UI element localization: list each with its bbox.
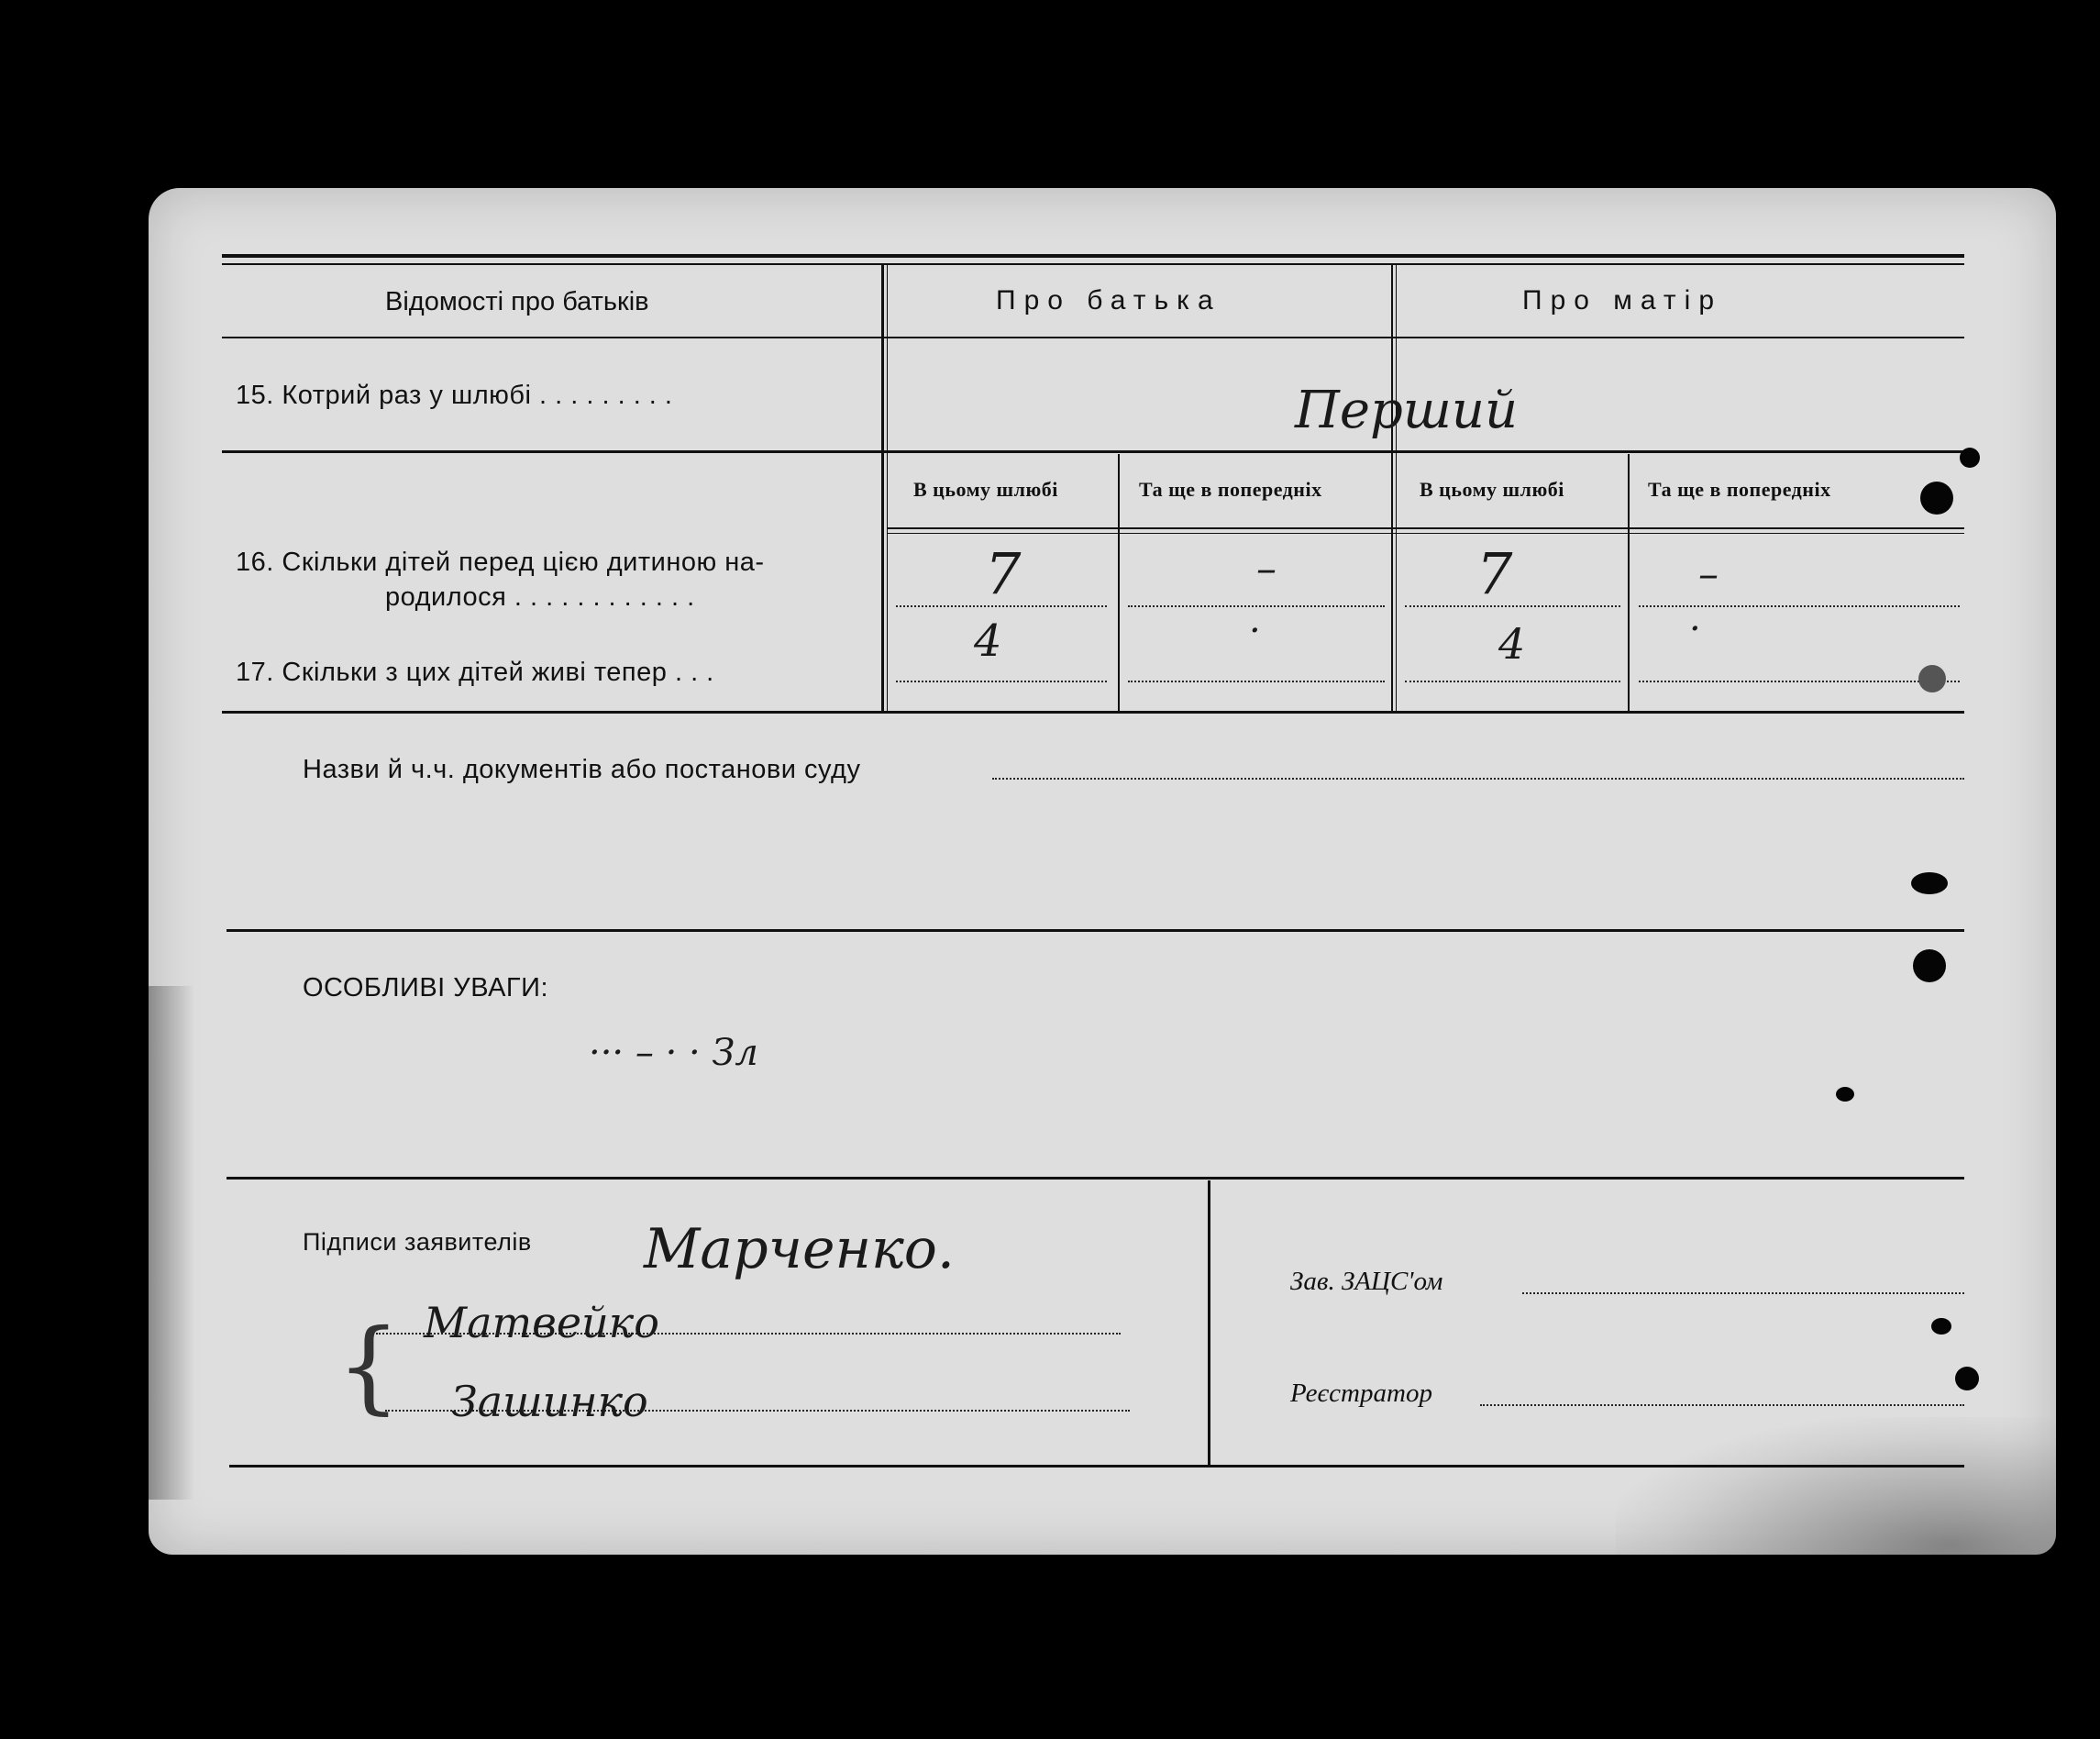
row-16-father-prev: – xyxy=(1256,546,1277,593)
water-stain xyxy=(1616,1417,2056,1555)
form-bottom-rule xyxy=(229,1465,1964,1468)
documents-label: Назви й ч.ч. документів або постанови суду xyxy=(303,755,861,784)
punch-hole xyxy=(1955,1367,1979,1390)
table-bottom-rule xyxy=(222,711,1964,714)
subheader-mother-prev: Та ще в попередніх xyxy=(1648,478,1831,501)
row-16-mother-this: 7 xyxy=(1476,540,1513,607)
signature-main: Марченко. xyxy=(644,1217,955,1281)
row-16-label-line1: 16. Скільки дітей перед цією дитиною на- xyxy=(236,548,765,577)
documents-line xyxy=(992,778,1964,780)
edge-wear xyxy=(149,986,194,1500)
row-16-father-this: 7 xyxy=(985,540,1022,607)
remarks-bottom-rule xyxy=(227,1177,1964,1180)
punch-hole xyxy=(1920,482,1953,515)
row-17-dots-f2 xyxy=(1128,681,1385,682)
col-divider-1b xyxy=(887,265,888,711)
tear-mark xyxy=(1931,1318,1951,1335)
row-16-label-line2: родилося . . . . . . . . . . . . xyxy=(385,582,695,612)
tear-mark xyxy=(1836,1087,1854,1102)
top-rule xyxy=(222,254,1964,258)
remarks-label: ОСОБЛИВІ УВАГИ: xyxy=(303,973,549,1002)
punch-hole xyxy=(1913,949,1946,982)
row-15-label: 15. Котрий раз у шлюбі . . . . . . . . . xyxy=(236,381,673,410)
punch-hole xyxy=(1918,665,1946,692)
row-17-father-prev: · xyxy=(1249,610,1261,652)
sub-divider-father xyxy=(1118,454,1120,711)
top-rule-thin xyxy=(222,263,1964,265)
row-15-answer: Перший xyxy=(1295,381,1519,440)
row-17-dots-f1 xyxy=(896,681,1107,682)
row-17-father-this: 4 xyxy=(974,615,1002,667)
registrar-label: Реєстратор xyxy=(1290,1379,1432,1408)
zags-line xyxy=(1522,1292,1964,1294)
subheader-father-prev: Та ще в попередніх xyxy=(1139,478,1322,501)
signature-2: Зашинко xyxy=(451,1377,648,1426)
subheader-father-this: В цьому шлюбі xyxy=(913,478,1058,501)
header-mother: Про матір xyxy=(1522,285,1723,316)
signature-brace: { xyxy=(337,1307,401,1424)
punch-hole xyxy=(1911,872,1948,894)
row-17-dots-m1 xyxy=(1405,681,1620,682)
zags-label: Зав. ЗАЦС'ом xyxy=(1290,1267,1443,1296)
sub-divider-mother xyxy=(1628,454,1630,711)
documents-bottom-rule xyxy=(227,929,1964,932)
form-card xyxy=(149,188,2056,1555)
row-16-dots-f2 xyxy=(1128,605,1385,607)
header-father: Про батька xyxy=(996,285,1221,316)
signature-1: Матвейко xyxy=(424,1298,659,1347)
row-16-mother-prev: – xyxy=(1698,551,1719,598)
row-17-mother-this: 4 xyxy=(1498,619,1526,669)
signature-divider xyxy=(1208,1180,1210,1467)
row-17-dots-m2 xyxy=(1639,681,1960,682)
registrar-line xyxy=(1480,1404,1964,1406)
row-17-mother-prev: · xyxy=(1689,608,1701,650)
row-15-rule xyxy=(222,450,1964,453)
subheader-rule-thin xyxy=(887,533,1964,534)
row-16-dots-m1 xyxy=(1405,605,1620,607)
header-parents-info: Відомості про батьків xyxy=(385,287,649,316)
col-divider-1 xyxy=(881,265,884,711)
subheader-mother-this: В цьому шлюбі xyxy=(1420,478,1564,501)
header-rule xyxy=(222,337,1964,338)
col-divider-2 xyxy=(1391,265,1393,711)
row-17-label: 17. Скільки з цих дітей живі тепер . . . xyxy=(236,658,714,687)
row-16-dots-m2 xyxy=(1639,605,1960,607)
signatures-label: Підписи заявителів xyxy=(303,1228,532,1256)
remarks-handwriting: ··· – · · Зл xyxy=(589,1032,758,1074)
tear-mark xyxy=(1960,448,1980,468)
col-divider-2b xyxy=(1396,265,1397,711)
subheader-rule xyxy=(887,527,1964,529)
